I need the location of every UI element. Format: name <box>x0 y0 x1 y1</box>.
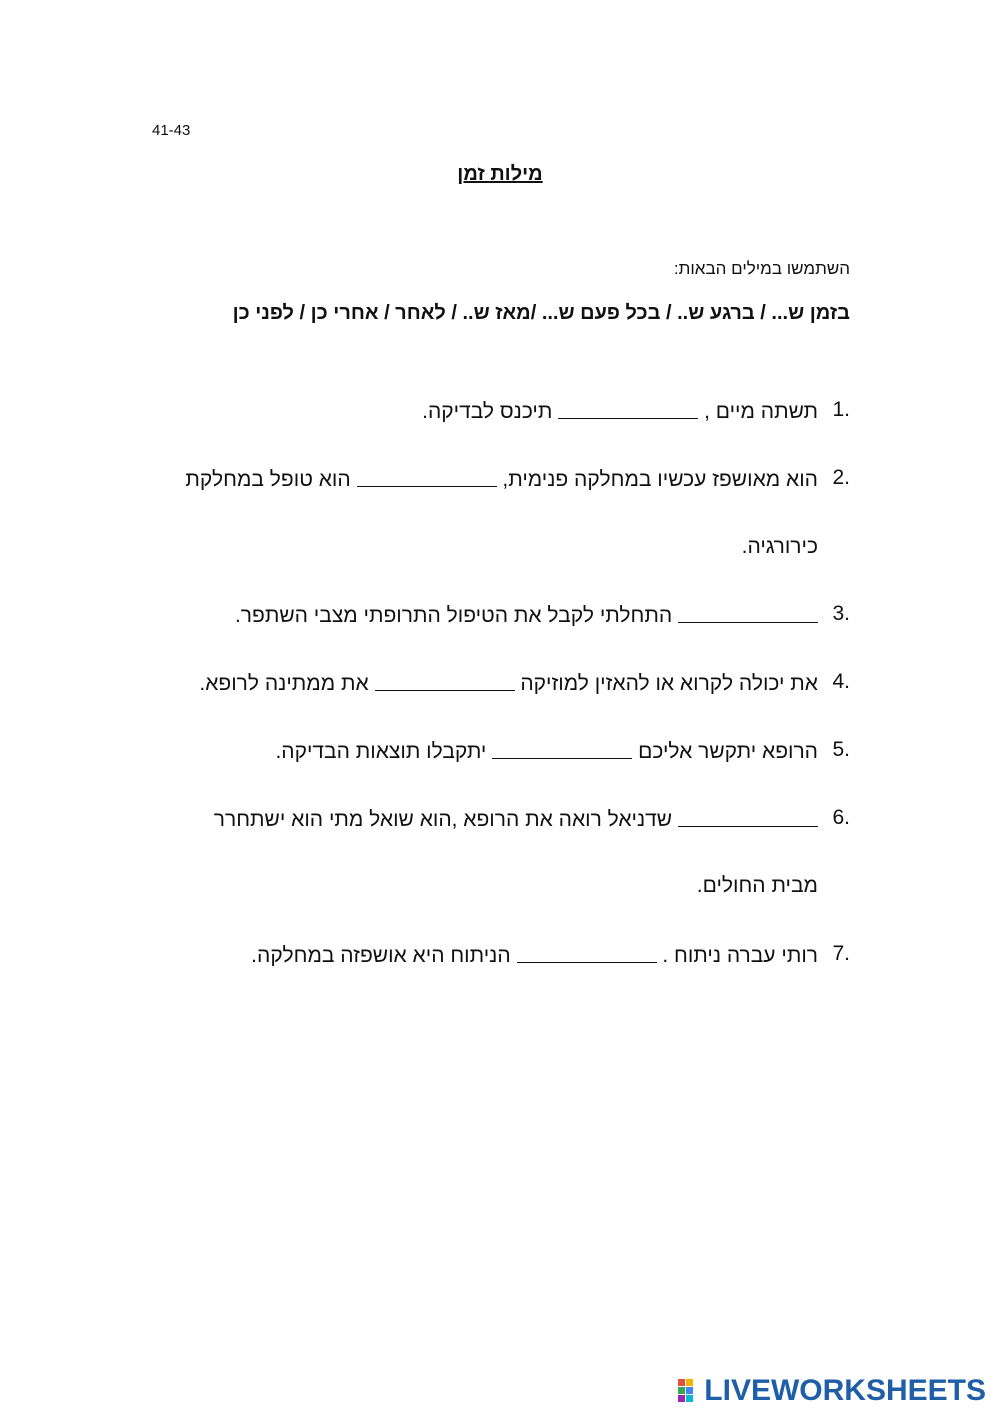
worksheet-title: מילות זמן <box>457 163 543 185</box>
answer-blank[interactable] <box>678 602 818 623</box>
answer-blank[interactable] <box>678 806 818 827</box>
answer-blank[interactable] <box>517 942 657 963</box>
question-text-before: רותי עברה ניתוח . <box>662 944 818 967</box>
instruction-text: השתמשו במילים הבאות: <box>673 259 850 278</box>
question-text-after: התחלתי לקבל את הטיפול התרופתי מצבי השתפר. <box>234 604 673 627</box>
question-number: 6. <box>832 806 850 829</box>
question-text-before: תשתה מיים , <box>704 400 818 423</box>
question-1 <box>422 398 818 424</box>
word-bank: בזמן ש... / ברגע ש.. / בכל פעם ש... /מאז ש.. / לאחר / אחרי כן / לפני כן <box>232 302 850 324</box>
question-text-after: שדניאל רואה את הרופא ,הוא שואל מתי הוא ישתחרר <box>213 808 673 831</box>
question-text-before: את יכולה לקרוא או להאזין למוזיקה <box>520 672 818 695</box>
question-text-after: הוא טופל במחלקת <box>185 468 351 491</box>
answer-blank[interactable] <box>375 670 515 691</box>
question-number: 2. <box>832 466 850 489</box>
question-5 <box>275 738 818 764</box>
question-4 <box>199 670 818 696</box>
question-number: 5. <box>832 738 850 761</box>
question-6 <box>214 806 818 832</box>
question-text-before: הוא מאושפז עכשיו במחלקה פנימית, <box>502 468 818 491</box>
logo-text: LIVEWORKSHEETS <box>704 1374 986 1407</box>
question-7 <box>251 942 818 968</box>
question-number: 7. <box>832 942 850 965</box>
question-number: 3. <box>832 602 850 625</box>
liveworksheets-logo[interactable] <box>678 1376 986 1406</box>
question-text-before: הרופא יתקשר אליכם <box>638 740 818 763</box>
question-text-after: את ממתינה לרופא. <box>199 672 369 695</box>
question-continuation: מבית החולים. <box>696 874 818 897</box>
answer-blank[interactable] <box>558 398 698 419</box>
question-text-after: הניתוח היא אושפזה במחלקה. <box>251 944 511 967</box>
question-2 <box>185 466 818 492</box>
question-number: 1. <box>832 398 850 421</box>
page-number: 41-43 <box>152 122 191 139</box>
question-continuation: כירורגיה. <box>741 535 818 558</box>
answer-blank[interactable] <box>492 738 632 759</box>
question-number: 4. <box>832 670 850 693</box>
liveworksheets-logo-icon <box>678 1379 702 1403</box>
question-3 <box>235 602 818 628</box>
answer-blank[interactable] <box>357 466 497 487</box>
question-text-after: תיכנס לבדיקה. <box>422 400 553 423</box>
question-text-after: יתקבלו תוצאות הבדיקה. <box>275 740 487 763</box>
